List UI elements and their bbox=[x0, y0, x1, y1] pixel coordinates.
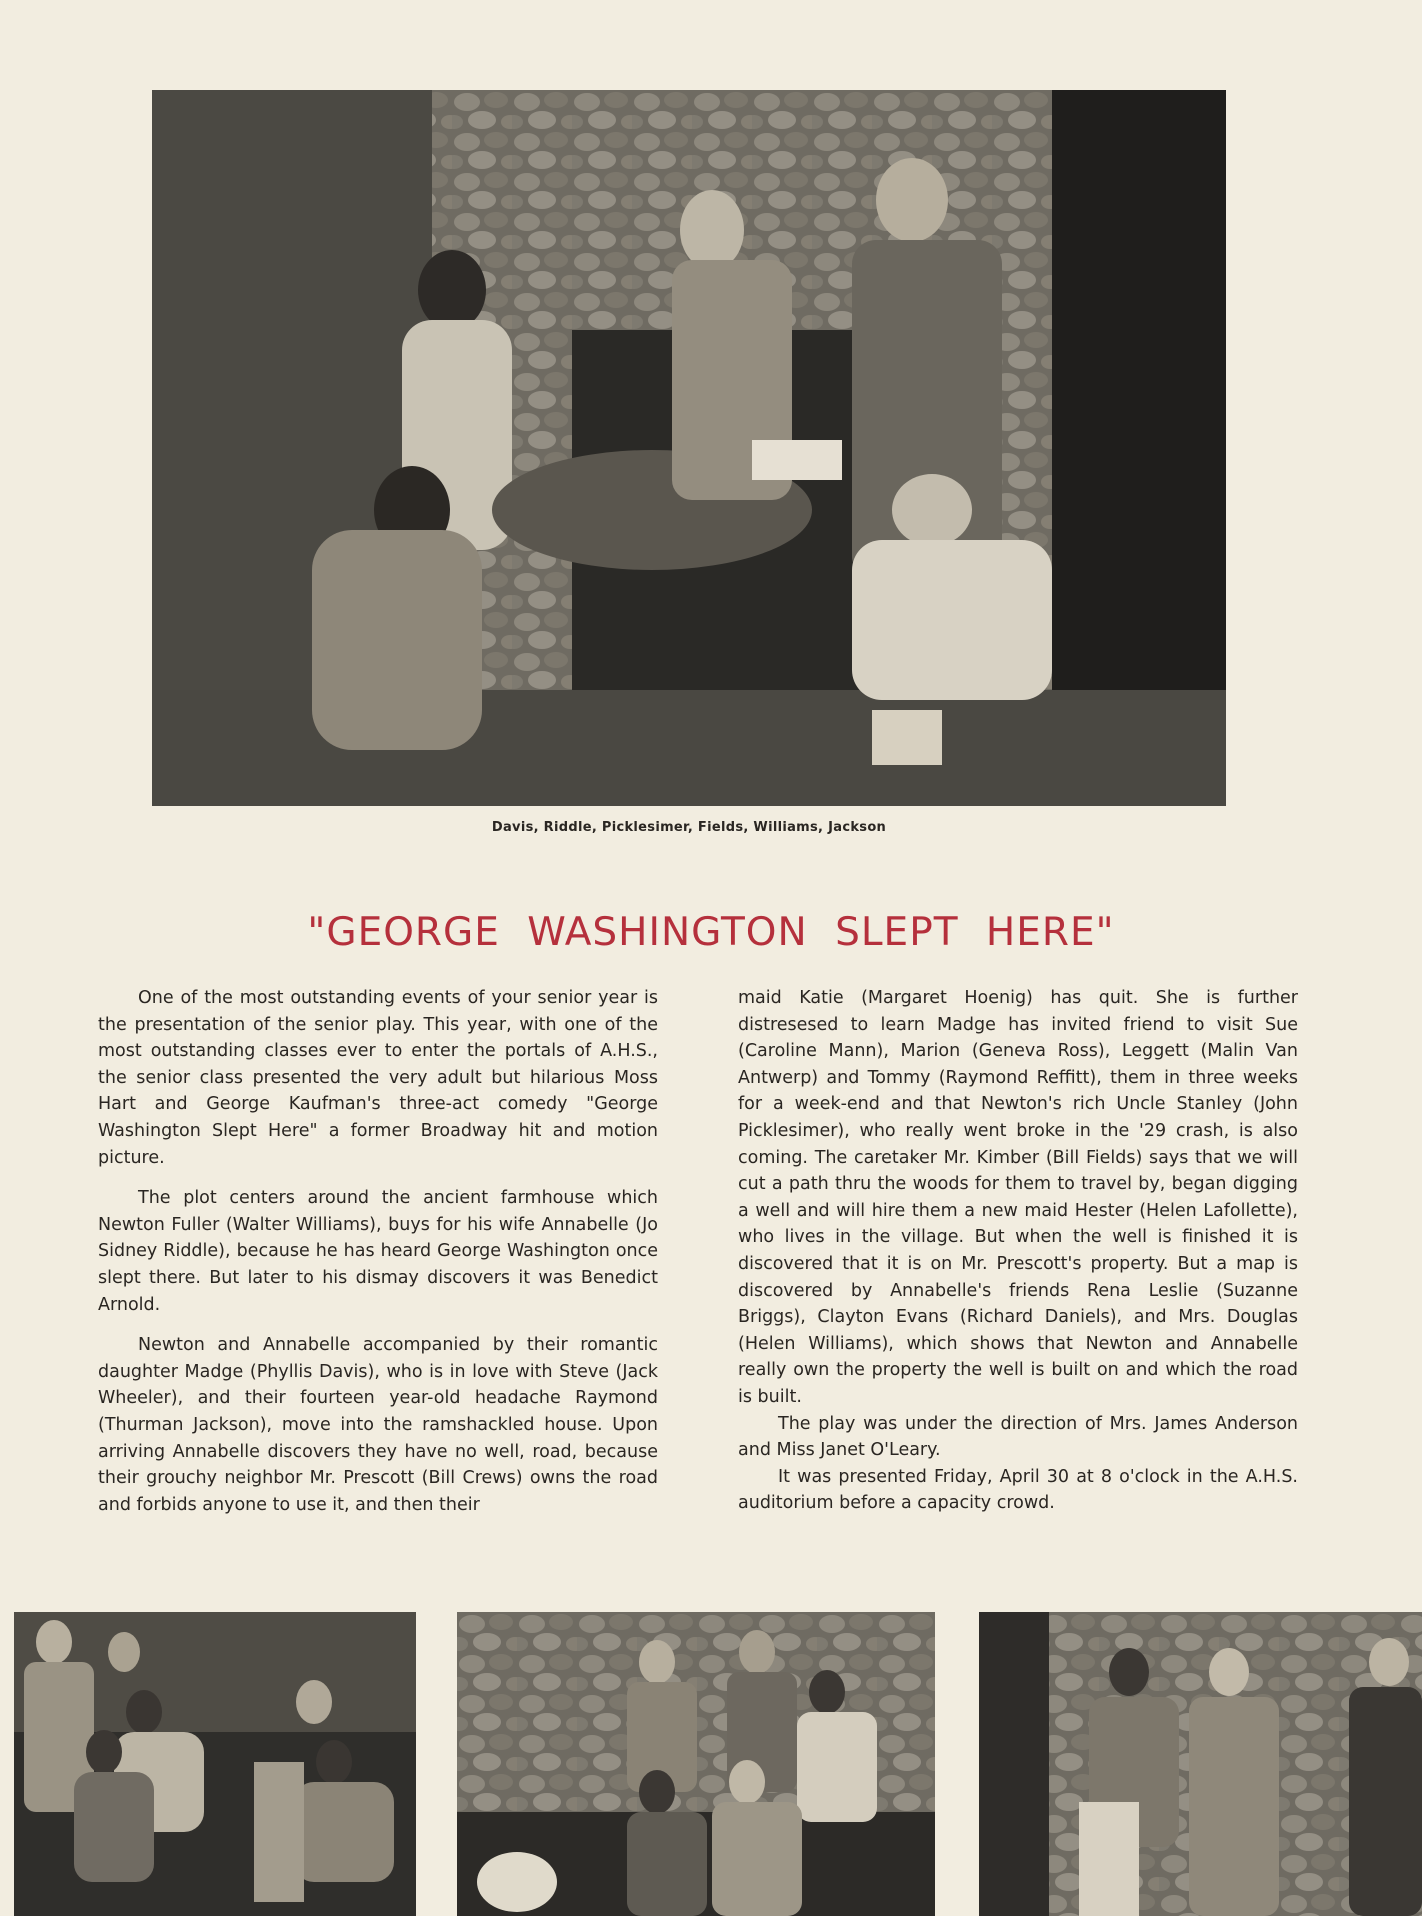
article-column-left bbox=[98, 985, 658, 1532]
article-title: "GEORGE WASHINGTON SLEPT HERE" bbox=[307, 910, 1115, 955]
bottom-photo-right bbox=[979, 1612, 1422, 1916]
paragraph: It was presented Friday, April 30 at 8 o'clock in the A.H.S. auditorium before a capacity crowd. bbox=[738, 1466, 1298, 1514]
paragraph: Newton and Annabelle accompanied by their romantic daughter Madge (Phyllis Davis), who is in love with Steve (Jack Wheeler), and their fourteen year-old headache Raymond (Thurman Jackson), move into the ramshackled house. Upon arriving Annabelle discovers they have no well, road, because their grouchy neighbor Mr. Prescott (Bill Crews) owns the road and forbids anyone to use it, and then their bbox=[98, 1335, 658, 1515]
paragraph: One of the most outstanding events of your senior year is the presentation of the senior play. This year, with one of the most outstanding classes ever to enter the portals of A.H.S., the senior class presented the very adult but hilarious Moss Hart and George Kaufman's three-act comedy "George Washington Slept Here" a former Broadway hit and motion picture. bbox=[98, 988, 658, 1168]
bottom-photo-center bbox=[457, 1612, 935, 1916]
hero-photo-caption: Davis, Riddle, Picklesimer, Fields, Williams, Jackson bbox=[491, 820, 887, 835]
article-column-right bbox=[738, 985, 1298, 1517]
bottom-photo-left bbox=[14, 1612, 416, 1916]
hero-photo bbox=[152, 90, 1226, 806]
paragraph: The play was under the direction of Mrs. James Anderson and Miss Janet O'Leary. bbox=[738, 1413, 1298, 1461]
paragraph: The plot centers around the ancient farmhouse which Newton Fuller (Walter Williams), buys for his wife Annabelle (Jo Sidney Riddle), because he has heard George Washington once slept there. But later to his dismay discovers it was Benedict Arnold. bbox=[98, 1188, 658, 1315]
paragraph: maid Katie (Margaret Hoenig) has quit. She is further distresesed to learn Madge has invited friend to visit Sue (Caroline Mann), Marion (Geneva Ross), Leggett (Malin Van Antwerp) and Tommy (Raymond Reffitt), them in three weeks for a week-end and that Newton's rich Uncle Stanley (John Picklesimer), who really went broke in the '29 crash, is also coming. The caretaker Mr. Kimber (Bill Fields) says that we will cut a path thru the woods for them to travel by, began digging a well and will hire them a new maid Hester (Helen Lafollette), who lives in the village. But when the well is finished it is discovered that it is on Mr. Prescott's property. But a map is discovered by Annabelle's friends Rena Leslie (Suzanne Briggs), Clayton Evans (Richard Daniels), and Mrs. Douglas (Helen Williams), which shows that Newton and Annabelle really own the property the well is built on and which the road is built. bbox=[738, 988, 1298, 1407]
